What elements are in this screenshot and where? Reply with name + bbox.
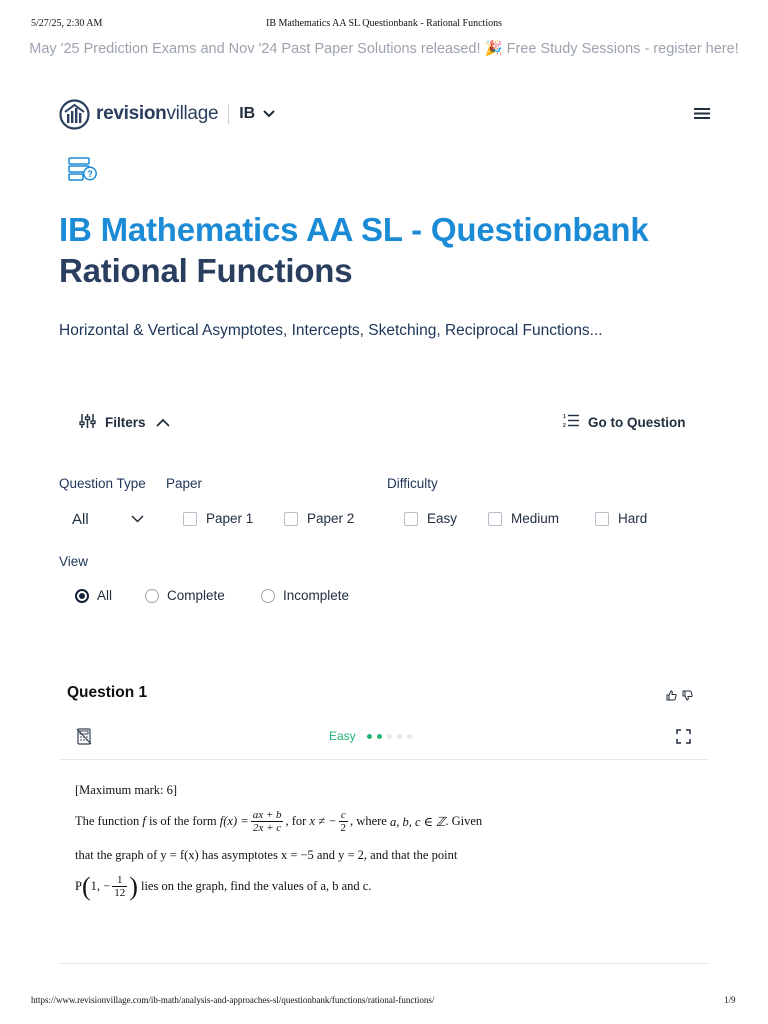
question-footer-divider xyxy=(59,963,708,964)
point-label: P xyxy=(75,879,82,893)
paren-close: ) xyxy=(129,871,138,901)
difficulty-dot xyxy=(377,734,382,739)
filters-label: Filters xyxy=(105,415,146,430)
view-label: View xyxy=(59,554,89,569)
questionbank-icon xyxy=(68,157,98,186)
question-type-label: Question Type xyxy=(59,476,146,491)
difficulty-dots xyxy=(362,734,412,739)
curriculum-selector-label[interactable]: IB xyxy=(239,105,256,122)
easy-label: Easy xyxy=(427,511,458,526)
go-to-question-label: Go to Question xyxy=(588,414,686,430)
max-mark: [Maximum mark: 6] xyxy=(75,783,178,797)
view-complete-radio[interactable] xyxy=(145,588,225,603)
frac-denominator: 2 xyxy=(340,822,347,834)
print-doc-title: IB Mathematics AA SL Questionbank - Rational Functions xyxy=(266,18,502,29)
medium-label: Medium xyxy=(511,511,560,526)
thumbs-down-icon[interactable] xyxy=(682,688,693,706)
q-fraction xyxy=(112,874,127,899)
difficulty-hard-checkbox[interactable] xyxy=(595,511,647,526)
q-text: , where xyxy=(350,814,390,828)
question-text-line-3 xyxy=(75,871,372,901)
view-incomplete-radio[interactable] xyxy=(261,588,349,603)
q-text: The function xyxy=(75,814,143,828)
question-type-select[interactable] xyxy=(72,510,144,528)
difficulty-text: Easy xyxy=(329,729,356,743)
radio-dot xyxy=(75,589,89,603)
calculator-disabled-icon xyxy=(76,728,92,750)
site-header xyxy=(59,98,275,130)
revision-village-logo-icon[interactable] xyxy=(59,99,90,130)
q-text: is of the form xyxy=(145,814,220,828)
q-text: , for xyxy=(285,814,310,828)
chevron-down-icon[interactable] xyxy=(263,105,275,123)
paper-label: Paper xyxy=(166,476,203,491)
filters-toggle-button[interactable] xyxy=(79,413,170,432)
view-incomplete-label: Incomplete xyxy=(283,588,350,603)
logo-light: village xyxy=(166,103,219,124)
print-datetime: 5/27/25, 2:30 AM xyxy=(31,18,103,29)
frac-denominator: 2x + c xyxy=(253,822,282,834)
difficulty-dot xyxy=(407,734,412,739)
logo-bold: revision xyxy=(96,103,167,124)
question-header-divider xyxy=(59,759,708,760)
question-type-value: All xyxy=(72,510,89,528)
checkbox-box xyxy=(488,512,502,526)
announcement-banner[interactable]: May '25 Prediction Exams and Nov '24 Past Paper Solutions released! 🎉 Free Study Sessions - register here! xyxy=(29,41,739,57)
print-page-number: 1/9 xyxy=(724,995,736,1005)
q-expr: f(x) = xyxy=(219,814,249,828)
thumbs-up-icon[interactable] xyxy=(666,688,677,706)
question-text-line-2: that the graph of y = f(x) has asymptotes x = −5 and y = 2, and that the point xyxy=(75,848,458,862)
difficulty-indicator xyxy=(329,729,412,743)
numbered-list-icon xyxy=(563,413,579,431)
frac-numerator: ax + b xyxy=(252,809,282,821)
radio-dot xyxy=(261,589,275,603)
paper-1-checkbox[interactable] xyxy=(183,511,253,526)
view-all-label: All xyxy=(97,588,113,603)
checkbox-box xyxy=(595,512,609,526)
difficulty-dot xyxy=(367,734,372,739)
paren-open: ( xyxy=(81,871,91,901)
question-rating xyxy=(666,688,693,706)
frac-numerator: c xyxy=(340,809,346,821)
svg-text:1: 1 xyxy=(563,414,566,420)
frac-numerator: 1 xyxy=(116,874,123,886)
logo-wordmark[interactable] xyxy=(96,103,218,125)
q-expr: x ≠ − xyxy=(309,814,337,828)
hamburger-icon[interactable] xyxy=(694,107,710,125)
print-url: https://www.revisionvillage.com/ib-math/analysis-and-approaches-sl/questionbank/functions/rational-functions/ xyxy=(31,995,435,1005)
logo-divider xyxy=(228,104,229,124)
chevron-up-icon xyxy=(156,415,170,430)
question-title: Question 1 xyxy=(67,684,148,701)
paper-2-checkbox[interactable] xyxy=(284,511,354,526)
question-text-line-1 xyxy=(75,809,482,834)
hard-label: Hard xyxy=(618,511,648,526)
q-text: . Given xyxy=(445,814,483,828)
difficulty-dot xyxy=(387,734,392,739)
radio-dot xyxy=(145,589,159,603)
q-text: lies on the graph, find the values of a, b and c. xyxy=(137,879,372,893)
checkbox-box xyxy=(284,512,298,526)
svg-text:?: ? xyxy=(87,169,93,179)
chevron-down-icon xyxy=(131,510,144,528)
difficulty-easy-checkbox[interactable] xyxy=(404,511,457,526)
checkbox-box xyxy=(183,512,197,526)
view-all-radio[interactable] xyxy=(75,588,112,603)
q-fraction xyxy=(251,809,284,834)
q-fraction xyxy=(339,809,349,834)
q-var: f xyxy=(142,814,146,828)
view-complete-label: Complete xyxy=(167,588,225,603)
expand-icon[interactable] xyxy=(676,729,691,749)
paper-1-label: Paper 1 xyxy=(206,511,254,526)
go-to-question-button[interactable] xyxy=(563,413,686,431)
paper-2-label: Paper 2 xyxy=(307,511,355,526)
difficulty-dot xyxy=(397,734,402,739)
sliders-icon xyxy=(79,413,96,432)
svg-text:2: 2 xyxy=(563,423,566,428)
q-expr: a, b, c ∈ ℤ xyxy=(389,814,446,829)
difficulty-medium-checkbox[interactable] xyxy=(488,511,559,526)
page-topic-title: Rational Functions xyxy=(59,252,353,289)
difficulty-label: Difficulty xyxy=(387,476,438,491)
point-coords: 1, − xyxy=(90,879,111,893)
page-title: IB Mathematics AA SL - Questionbank xyxy=(59,211,649,248)
frac-denominator: 12 xyxy=(114,887,126,899)
checkbox-box xyxy=(404,512,418,526)
page-subtitle: Horizontal & Vertical Asymptotes, Intercepts, Sketching, Reciprocal Functions... xyxy=(59,322,603,339)
